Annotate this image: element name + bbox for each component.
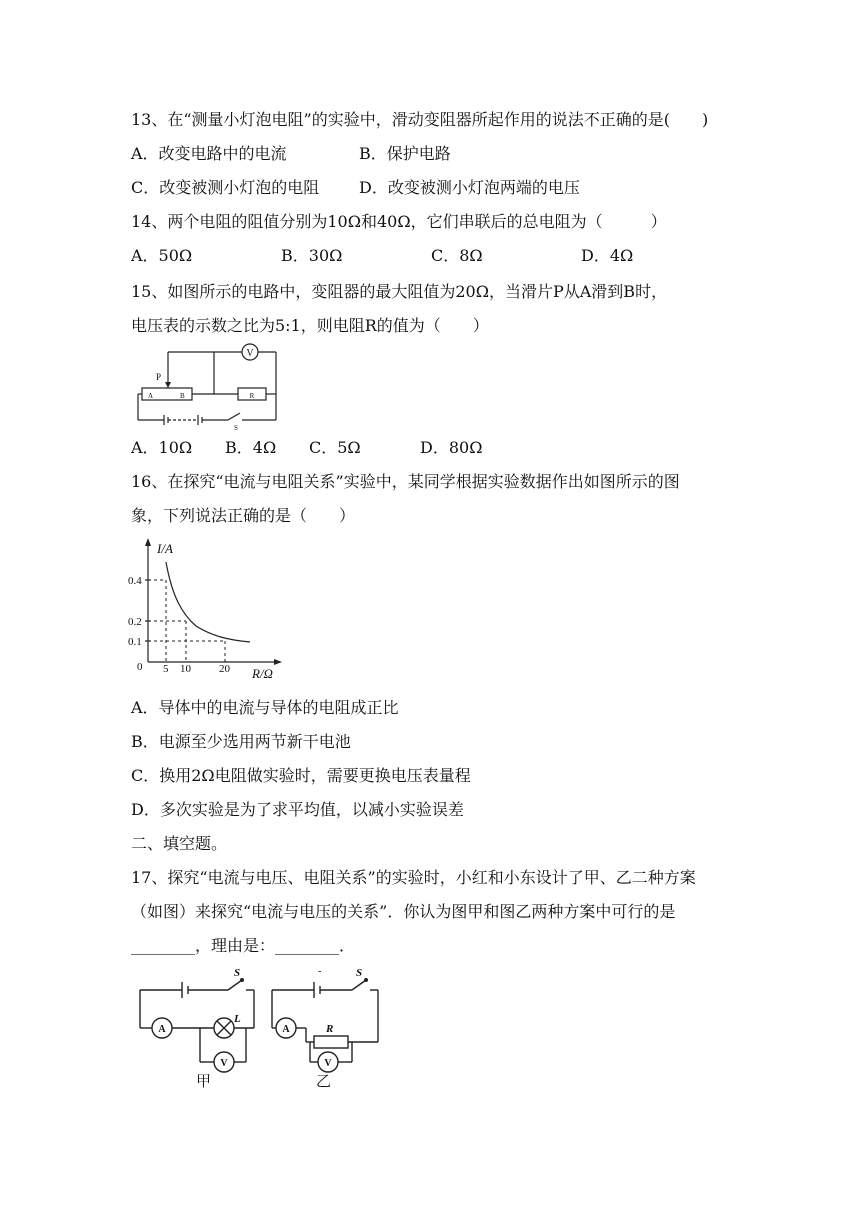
q15-option-a: A．10Ω [131, 438, 193, 457]
q15-option-d: D．80Ω [420, 438, 483, 457]
q13-option-d: D．改变被测小灯泡两端的电压 [359, 178, 580, 197]
q16-option-a: A．导体中的电流与导体的电阻成正比 [131, 698, 399, 717]
q15-voltmeter-label: V [246, 348, 254, 359]
q16-y-label: I/A [157, 541, 173, 556]
q15-stem-line2: 电压表的示数之比为5:1，则电阻R的值为（ ） [131, 316, 489, 335]
q15-b-label: B [180, 392, 185, 400]
q17-line2: （如图）来探究“电流与电压的关系”．你认为图甲和图乙两种方案中可行的是 [131, 902, 676, 921]
q16-curve [166, 562, 250, 642]
q14-option-d: D．4Ω [581, 246, 634, 265]
q17-line1: 17、探究“电流与电压、电阻关系”的实验时，小红和小东设计了甲、乙二种方案 [131, 868, 696, 887]
q17-right-ammeter-label: A [282, 1024, 290, 1035]
q13-option-c: C．改变被测小灯泡的电阻 [131, 178, 320, 197]
q16-x-tick-5: 5 [163, 663, 169, 675]
q13-option-b: B．保护电路 [359, 144, 451, 163]
q17-right-voltmeter-label: V [324, 1058, 332, 1069]
q16-x-tick-20: 20 [219, 663, 230, 675]
q16-option-c: C．换用2Ω电阻做实验时，需要更换电压表量程 [131, 766, 471, 785]
q14-stem: 14、两个电阻的阻值分别为10Ω和40Ω，它们串联后的总电阻为（ ） [131, 212, 667, 231]
q16-option-b: B．电源至少选用两节新干电池 [131, 732, 351, 751]
q15-a-label: A [148, 392, 154, 400]
q17-caption-yi: 乙 [316, 1074, 332, 1090]
q16-y-tick-0.2: 0.2 [128, 616, 142, 628]
q17-line3: ________，理由是：________． [131, 936, 356, 955]
q17-right-switch-label: S [356, 967, 363, 979]
q16-x-tick-10: 10 [180, 663, 191, 675]
q16-current-resistance-graph [128, 536, 288, 686]
q15-option-b: B．4Ω [225, 438, 277, 457]
q14-option-b: B．30Ω [281, 246, 343, 265]
q17-right-mark: - [318, 966, 322, 977]
section-2-heading: 二、填空题。 [131, 834, 228, 853]
q16-option-d: D．多次实验是为了求平均值，以减小实验误差 [131, 800, 464, 819]
q16-stem-line2: 象，下列说法正确的是（ ） [131, 506, 356, 525]
q17-left-lamp-label: L [234, 1013, 241, 1025]
q15-s-label: S [234, 424, 238, 432]
q15-circuit-diagram [136, 340, 282, 432]
q15-stem-line1: 15、如图所示的电路中，变阻器的最大阻值为20Ω，当滑片P从A滑到B时， [131, 282, 668, 301]
q17-circuit-diagrams [130, 962, 384, 1092]
q14-option-a: A．50Ω [131, 246, 193, 265]
q17-left-ammeter-label: A [158, 1024, 166, 1035]
q15-r-label: R [249, 392, 255, 400]
q14-option-c: C．8Ω [431, 246, 483, 265]
q13-option-a: A．改变电路中的电流 [131, 144, 287, 163]
q15-p-label: P [156, 372, 162, 382]
q17-right-resistor-label: R [326, 1023, 334, 1035]
q16-stem-line1: 16、在探究“电流与电阻关系”实验中，某同学根据实验数据作出如图所示的图 [131, 472, 680, 491]
q17-left-voltmeter-label: V [220, 1058, 228, 1069]
q17-left-switch-label: S [234, 967, 241, 979]
q16-y-tick-0.1: 0.1 [128, 636, 142, 648]
q15-option-c: C．5Ω [309, 438, 361, 457]
q16-x-label: R/Ω [252, 666, 273, 681]
q16-y-tick-0.4: 0.4 [128, 575, 142, 587]
q17-caption-jia: 甲 [196, 1074, 212, 1090]
q16-origin: 0 [137, 661, 143, 673]
q13-stem: 13、在“测量小灯泡电阻”的实验中，滑动变阻器所起作用的说法不正确的是( ) [131, 110, 709, 129]
